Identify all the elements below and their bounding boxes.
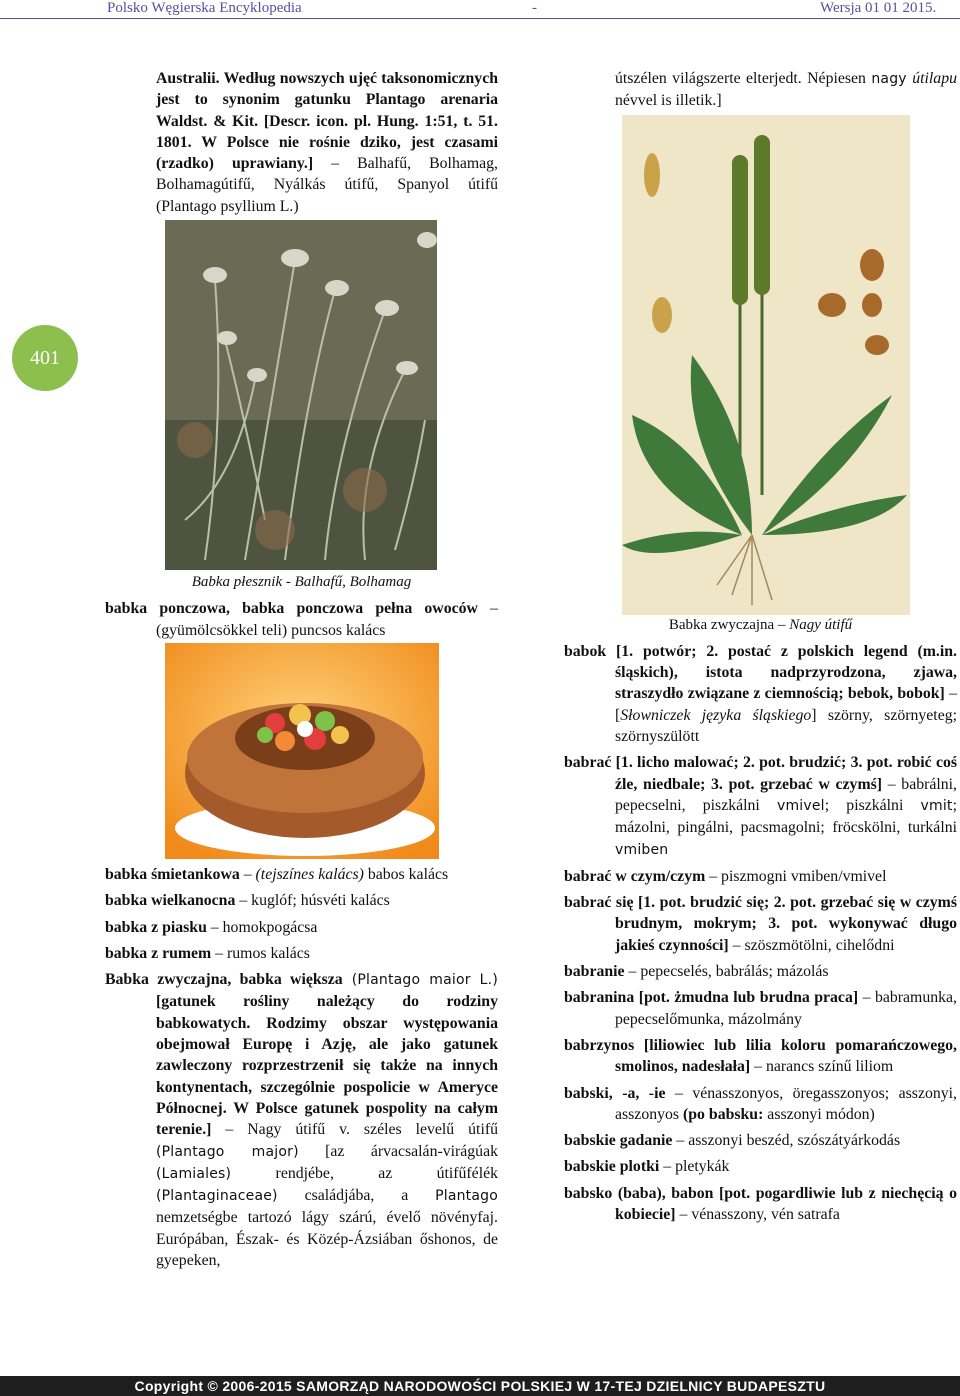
entry-babrac-sie: babrać się [1. pot. brudzić się; 2. pot. grzebać się w czymś brudnym, mokrym; 3. pot. wykonywać długo jakieś czynności] – szöszmötölni, cihelődni [564, 894, 957, 954]
entry-babok: babok [1. potwór; 2. postać z polskich legend (m.in. śląskich), istota nadprzyrodzona, zjawa, straszydło związane z ciemnością; bebok, bobok] – [Słowniczek języka śląskiego] szörny, szörnyeteg; szörnyszülött [564, 642, 957, 746]
photo-babka-ponczowa [165, 643, 439, 859]
entry-babsko: babsko (baba), babon [pot. pogardliwie lub z niechęcią o kobiecie] – vénasszony, vén satrafa [564, 1184, 957, 1224]
right-column [564, 68, 957, 1225]
header-version: Wersja 01 01 2015. [820, 0, 937, 16]
entry-babka-z-piasku: babka z piasku – homokpogácsa [105, 918, 318, 936]
photo-plantago-psyllium [165, 220, 437, 570]
entry-continuation-right: útszélen világszerte elterjedt. Népiesen nagy útilapu névvel is illetik.] [615, 70, 957, 110]
left-column [105, 68, 498, 1271]
caption-psyllium: Babka płesznik - Balhafű, Bolhamag [191, 574, 412, 591]
running-header [0, 0, 960, 19]
caption-plantago-major: Babka zwyczajna – Nagy útifű [668, 616, 853, 633]
entry-continuation: Australii. Według nowszych ujęć taksonomicznych jest to synonim gatunku Plantago arenaria Waldst. & Kit. [Descr. icon. pl. Hung. 1:51, t. 51. 1801. W Polsce nie rośnie dziko, jest czasami (rzadko) uprawiany.] – Balhafű, Bolhamag, Bolhamagútifű, Nyálkás útifű, Spanyol útifű (Plantago psyllium L.) [156, 70, 498, 215]
entry-babranina: babranina [pot. żmudna lub brudna praca] – babramunka, pepecselőmunka, mázolmány [564, 989, 957, 1028]
copyright-footer: Copyright © 2006-2015 SAMORZĄD NARODOWOŚCI POLSKIEJ W 17-TEJ DZIELNICY BUDAPESZTU [0, 1376, 960, 1396]
entry-babka-z-rumem: babka z rumem – rumos kalács [105, 944, 310, 962]
entry-babranie: babranie – pepecselés, babrálás; mázolás [564, 963, 829, 981]
page-number-badge: 401 [12, 325, 78, 391]
entry-babrzynos: babrzynos [liliowiec lub lilia koloru pomarańczowego, smolinos, nadesłała] – narancs színű liliom [564, 1036, 957, 1076]
entry-babka-zwyczajna: Babka zwyczajna, babka większa (Plantago maior L.) [gatunek rośliny należący do rodziny babkowatych. Rodzimy obszar występowania obejmował Europę i Azję, ale jako gatunek zawleczony rozprzestrzenił się także na innych kontynentach, szczególnie pospolicie w Ameryce Północnej. W Polsce gatunek pospolity na całym terenie.] – Nagy útifű v. széles levelű útifű (Plantago major) [az árvacsalán-virágúak (Lamiales) rendjébe, az útifűfélék (Plantaginaceae) családjába, a Plantago nemzetségbe tartozó lágy szárú, évelő növényfaj. Európában, Észak- és Közép-Ázsiában őshonos, de gyepeken, [105, 971, 498, 1270]
entry-babskie-gadanie: babskie gadanie – asszonyi beszéd, szószátyárkodás [564, 1132, 901, 1150]
entry-babka-wielkanocna: babka wielkanocna – kuglóf; húsvéti kalács [105, 892, 390, 910]
entry-babrac: babrać [1. licho malować; 2. pot. brudzić; 3. pot. robić coś źle, niedbale; 3. pot. grzebać w czymś] – babrálni, pepecselni, piszkálni vmivel; piszkálni vmit; mázolni, pingálni, pacsmagolni; fröcskölni, turkálni vmiben [564, 754, 957, 858]
entry-babka-ponczowa: babka ponczowa, babka ponczowa pełna owoców – (gyümölcsökkel teli) puncsos kalács [105, 600, 498, 639]
header-title: Polsko Węgierska Encyklopedia [107, 0, 302, 16]
entry-babski: babski, -a, -ie – vénasszonyos, öregasszonyos; asszonyi, asszonyos (po babsku: asszonyi módon) [564, 1084, 957, 1123]
entry-babka-smietankowa: babka śmietankowa – (tejszínes kalács) babos kalács [105, 865, 449, 883]
entry-babskie-plotki: babskie plotki – pletykák [564, 1158, 730, 1176]
entry-babrac-w-czym: babrać w czym/czym – piszmogni vmiben/vmivel [564, 867, 887, 885]
botanical-illustration-plantago-major [622, 115, 910, 615]
header-separator: - [532, 0, 537, 16]
